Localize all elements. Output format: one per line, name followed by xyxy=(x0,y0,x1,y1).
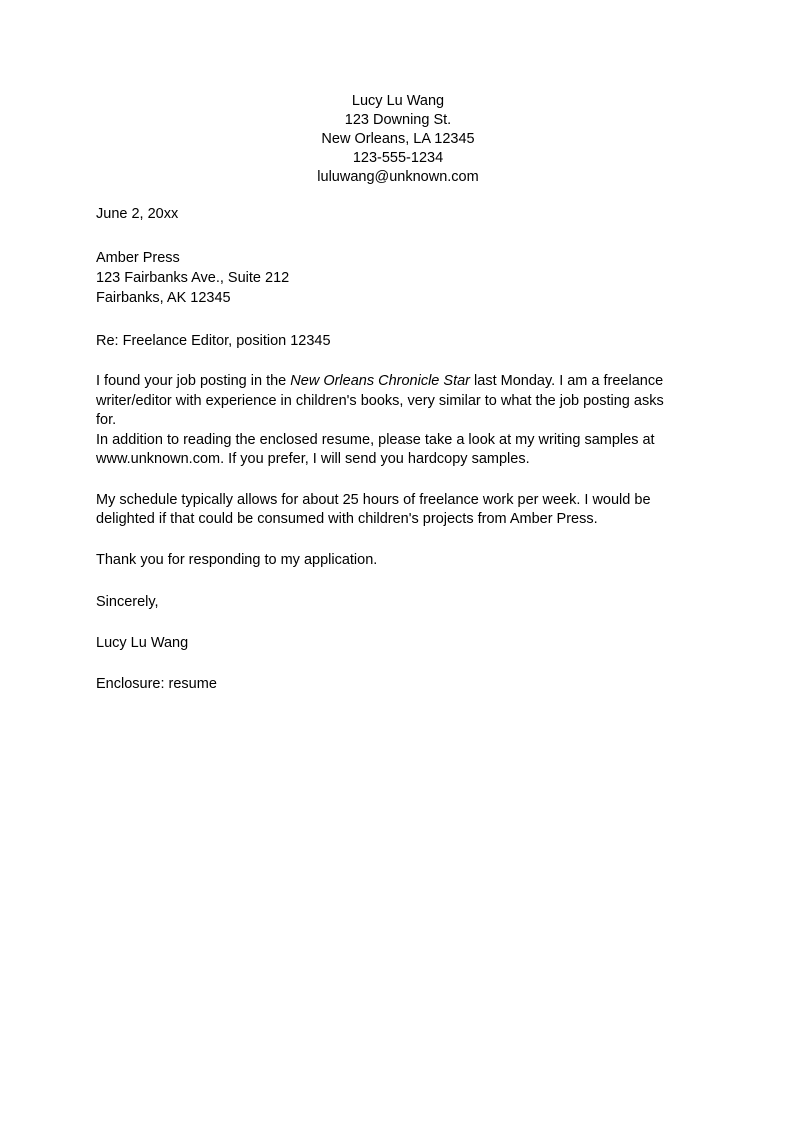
paragraph-1-text-after: last Monday. I am a freelance writer/editor with experience in children's books, very similar to what the job posting asks for. xyxy=(96,373,664,428)
sender-city-state-zip: New Orleans, LA 12345 xyxy=(321,131,475,147)
recipient-city-state-zip: Fairbanks, AK 12345 xyxy=(96,290,231,306)
subject-line: Re: Freelance Editor, position 12345 xyxy=(96,333,331,349)
sender-phone: 123-555-1234 xyxy=(352,150,444,166)
signature-name: Lucy Lu Wang xyxy=(96,635,189,651)
paragraph-1-text-before: I found your job posting in the xyxy=(96,373,291,389)
body-paragraph-4: Thank you for responding to my application. xyxy=(96,551,378,568)
recipient-street: 123 Fairbanks Ave., Suite 212 xyxy=(96,270,290,286)
recipient-company: Amber Press xyxy=(96,250,180,266)
sender-email: luluwang@unknown.com xyxy=(317,169,479,185)
sender-street: 123 Downing St. xyxy=(344,112,452,128)
enclosure-line: Enclosure: resume xyxy=(96,676,217,692)
recipient-address-block xyxy=(96,248,696,308)
letter-body xyxy=(96,92,696,694)
body-paragraph-3: My schedule typically allows for about 25 hours of freelance work per week. I would be delighted if that could be consumed with children's projects from Amber Press. xyxy=(96,491,651,527)
sender-name: Lucy Lu Wang xyxy=(351,93,445,109)
body-paragraph-2: In addition to reading the enclosed resume, please take a look at my writing samples at www.unknown.com. If you prefer, I will send you hardcopy samples. xyxy=(96,431,655,467)
closing-line: Sincerely, xyxy=(96,594,159,610)
body-paragraph-1 xyxy=(96,372,684,431)
newspaper-title: New Orleans Chronicle Star xyxy=(290,373,470,389)
date-line: June 2, 20xx xyxy=(96,206,179,222)
sender-address-block xyxy=(96,92,696,187)
